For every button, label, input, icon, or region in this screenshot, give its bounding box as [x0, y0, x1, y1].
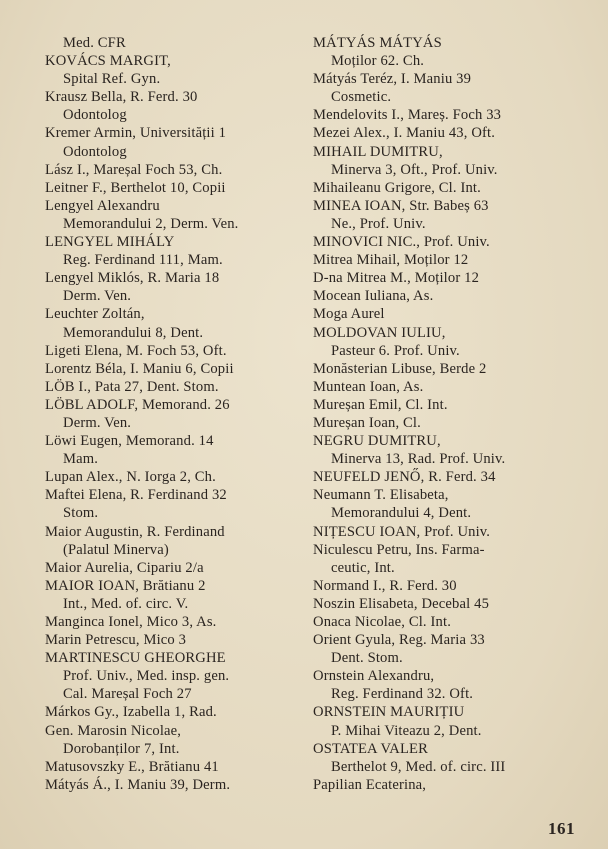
left-entry-line: Löwi Eugen, Memorand. 14	[45, 433, 214, 450]
left-entry-line: MARTINESCU GHEORGHE	[45, 650, 226, 667]
right-entry-line: Cosmetic.	[331, 89, 392, 106]
left-entry-line: Marin Petrescu, Mico 3	[45, 632, 187, 649]
right-entry-line: Noszin Elisabeta, Decebal 45	[313, 595, 490, 612]
left-entry-line: Kremer Armin, Universității 1	[45, 125, 227, 142]
left-entry-line: Lupan Alex., N. Iorga 2, Ch.	[45, 469, 216, 486]
left-entry-line: Memorandului 2, Derm. Ven.	[63, 215, 239, 232]
right-entry-line: Mocean Iuliana, As.	[313, 288, 434, 305]
left-entry-line: Matusovszky E., Brătianu 41	[45, 758, 219, 775]
right-entry-line: Berthelot 9, Med. of. circ. III	[331, 758, 506, 775]
left-entry-line: LÖB I., Pata 27, Dent. Stom.	[45, 378, 219, 395]
right-entry-line: Monăsterian Libuse, Berde 2	[313, 360, 487, 377]
right-entry-line: Orient Gyula, Reg. Maria 33	[313, 632, 485, 649]
left-entry-line: Dorobanților 7, Int.	[63, 740, 180, 757]
right-entry-line: Onaca Nicolae, Cl. Int.	[313, 614, 451, 630]
left-entry-line: LÖBL ADOLF, Memorand. 26	[45, 396, 230, 413]
left-entry-line: Krausz Bella, R. Ferd. 30	[45, 89, 198, 106]
left-column	[45, 34, 310, 794]
left-entry-line: Ligeti Elena, M. Foch 53, Oft.	[45, 342, 227, 359]
right-entry-line: Minerva 13, Rad. Prof. Univ.	[331, 451, 506, 468]
left-entry-line: Prof. Univ., Med. insp. gen.	[63, 668, 230, 685]
left-entry-line: Maftei Elena, R. Ferdinand 32	[45, 487, 227, 504]
right-entry-line: D-na Mitrea M., Moților 12	[313, 270, 480, 287]
right-entry-line: Mendelovits I., Mareș. Foch 33	[313, 107, 502, 124]
right-entry-line: Mureșan Emil, Cl. Int.	[313, 396, 448, 413]
left-entry-line: Lász I., Mareșal Foch 53, Ch.	[45, 161, 223, 178]
right-entry-line: Muntean Ioan, As.	[313, 378, 424, 395]
right-entry-line: Mezei Alex., I. Maniu 43, Oft.	[313, 125, 496, 142]
left-entry-line: MAIOR IOAN, Brătianu 2	[45, 577, 206, 594]
right-entry-line: MINOVICI NIC., Prof. Univ.	[313, 234, 490, 251]
left-entry-line: Derm. Ven.	[63, 414, 132, 431]
right-entry-line: OSTATEA VALER	[313, 740, 428, 757]
page-number: 161	[548, 819, 575, 838]
left-entry-line: Maior Aurelia, Cipariu 2/a	[45, 559, 204, 576]
right-entry-line: Normand I., R. Ferd. 30	[313, 577, 457, 594]
right-entry-line: Ne., Prof. Univ.	[331, 215, 426, 232]
left-entry-line: Cal. Mareșal Foch 27	[63, 686, 192, 703]
left-entry-line: Leuchter Zoltán,	[45, 306, 145, 323]
left-entry-line: Lorentz Béla, I. Maniu 6, Copii	[45, 360, 234, 377]
left-entry-line: Lengyel Miklós, R. Maria 18	[45, 270, 220, 287]
left-entry-line: Odontolog	[63, 143, 127, 160]
left-entry-line: Odontolog	[63, 107, 127, 124]
right-entry-line: ceutic, Int.	[331, 559, 395, 576]
left-entry-line: Leitner F., Berthelot 10, Copii	[45, 179, 226, 196]
right-entry-line: Moga Aurel	[313, 306, 385, 323]
left-entry-line: Spital Ref. Gyn.	[63, 71, 161, 88]
left-entry-line: Maior Augustin, R. Ferdinand	[45, 523, 225, 540]
right-entry-line: MÁTYÁS MÁTYÁS	[313, 35, 442, 51]
right-entry-line: Moților 62. Ch.	[331, 53, 425, 70]
left-entry-line: Manginca Ionel, Mico 3, As.	[45, 614, 217, 630]
right-entry-line: MINEA IOAN, Str. Babeș 63	[313, 197, 489, 214]
right-column	[313, 34, 578, 794]
left-entry-line: LENGYEL MIHÁLY	[45, 234, 175, 251]
right-entry-line: MIHAIL DUMITRU,	[313, 143, 443, 160]
left-entry-line: Med. CFR	[63, 35, 126, 51]
right-entry-line: Reg. Ferdinand 32. Oft.	[331, 686, 474, 703]
right-entry-line: Neumann T. Elisabeta,	[313, 487, 449, 504]
right-entry-line: NIȚESCU IOAN, Prof. Univ.	[313, 523, 491, 540]
right-entry-line: Memorandului 4, Dent.	[331, 505, 472, 522]
left-entry-line: Memorandului 8, Dent.	[63, 324, 204, 341]
right-entry-line: Ornstein Alexandru,	[313, 668, 435, 685]
right-entry-line: Pasteur 6. Prof. Univ.	[331, 342, 460, 359]
right-entry-line: Mihaileanu Grigore, Cl. Int.	[313, 179, 481, 196]
left-entry-line: Gen. Marosin Nicolae,	[45, 722, 182, 739]
left-entry-line: Int., Med. of. circ. V.	[63, 595, 189, 612]
left-entry-line: Reg. Ferdinand 111, Mam.	[63, 252, 223, 269]
right-entry-line: NEUFELD JENŐ, R. Ferd. 34	[313, 469, 496, 486]
left-entry-line: Mam.	[63, 451, 99, 468]
left-entry-line: Mátyás Á., I. Maniu 39, Derm.	[45, 776, 231, 793]
left-entry-line: Stom.	[63, 505, 99, 522]
right-entry-line: Mátyás Teréz, I. Maniu 39	[313, 71, 472, 88]
right-entry-line: P. Mihai Viteazu 2, Dent.	[331, 722, 482, 739]
right-entry-line: Minerva 3, Oft., Prof. Univ.	[331, 161, 498, 178]
right-entry-line: Dent. Stom.	[331, 650, 403, 667]
right-entry-line: MOLDOVAN IULIU,	[313, 324, 446, 341]
right-entry-line: Papilian Ecaterina,	[313, 776, 427, 793]
left-entry-line: Márkos Gy., Izabella 1, Rad.	[45, 704, 217, 721]
left-entry-line: Lengyel Alexandru	[45, 197, 160, 214]
right-entry-line: NEGRU DUMITRU,	[313, 433, 441, 450]
left-entry-line: (Palatul Minerva)	[63, 541, 169, 558]
right-entry-line: Mureșan Ioan, Cl.	[313, 414, 421, 431]
right-entry-line: Niculescu Petru, Ins. Farma-	[313, 541, 485, 558]
left-entry-line: KOVÁCS MARGIT,	[45, 53, 171, 70]
right-entry-line: ORNSTEIN MAURIȚIU	[313, 704, 465, 721]
left-entry-line: Derm. Ven.	[63, 288, 132, 305]
right-entry-line: Mitrea Mihail, Moților 12	[313, 252, 469, 269]
